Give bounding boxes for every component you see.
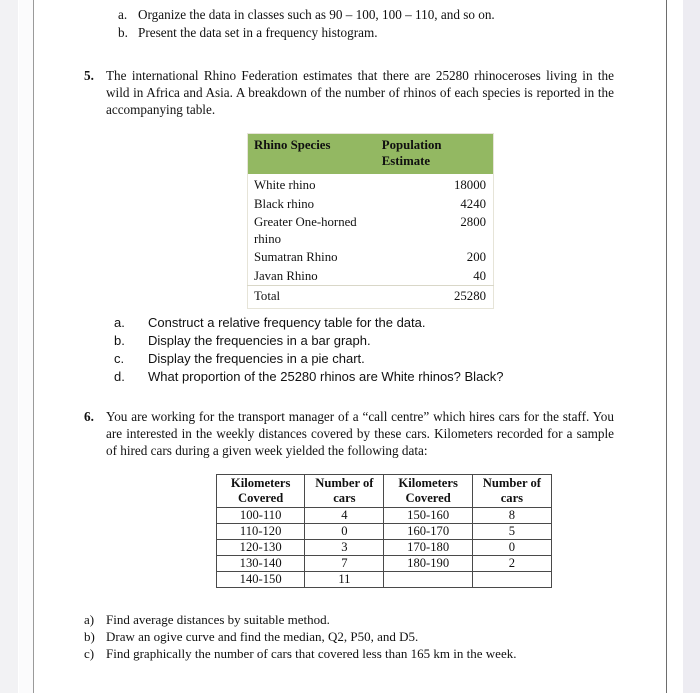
table-row [217,556,552,572]
cell-estimate: 18000 [454,178,486,192]
column-header-cars-right: Number of cars [472,475,551,508]
question-6 [84,408,614,460]
question-number: 5. [84,68,94,83]
column-header-km-left: Kilometers Covered [217,475,305,508]
list-marker: b) [84,629,95,644]
list-item-text: Draw an ogive curve and find the median, Q2, P50, and D5. [106,629,419,644]
page-edge-left-shadow [19,0,33,693]
q6-sub-item-a [84,611,614,628]
table-row [248,195,494,214]
cell-km-left: 100-110 [217,508,305,524]
cell-cars-left: 0 [305,524,384,540]
cell-km-right: 170-180 [384,540,472,556]
cell-km-left: 130-140 [217,556,305,572]
cell-estimate: 2800 [460,215,486,229]
list-marker: a. [118,7,128,22]
table-row [248,174,494,195]
page-gutter-right [683,0,700,693]
list-item-text: Display the frequencies in a bar graph. [148,333,371,348]
cell-cars-left: 11 [305,572,384,588]
q5-sub-item-d [114,368,594,385]
cell-km-left: 110-120 [217,524,305,540]
question-number: 6. [84,409,94,424]
question-text: You are working for the transport manager of a “call centre” which hires cars for the staff. You are interested in the weekly distances covered by these cars. Kilometers recorded for a sample of hired cars during a given week yielded the following data: [106,409,614,459]
cell-species: Javan Rhino [254,268,318,283]
list-marker: b. [114,333,125,348]
q6-sub-item-b [84,628,614,645]
table-row [217,508,552,524]
q5-sub-item-a [114,314,594,331]
cell-species: Black rhino [254,196,315,211]
table-header-row [248,134,494,175]
cell-km-right: 150-160 [384,508,472,524]
cell-km-right: 180-190 [384,556,472,572]
document-page [34,0,666,693]
cell-cars-left: 3 [305,540,384,556]
cell-species: Sumatran Rhino [254,250,338,264]
cell-cars-right [472,572,551,588]
column-header-population: Population Estimate [378,134,494,175]
list-item-text: Display the frequencies in a pie chart. [148,351,365,366]
list-item-text: What proportion of the 25280 rhinos are White rhinos? Black? [148,369,504,384]
cell-km-right [384,572,472,588]
cell-cars-right: 2 [472,556,551,572]
list-marker: c) [84,646,95,661]
page-gutter-left [0,0,18,693]
question-5 [84,67,614,119]
cell-total-estimate: 25280 [378,286,494,309]
list-item-text: Present the data set in a frequency histogram. [138,25,378,40]
column-header-cars-left: Number of cars [305,475,384,508]
cell-total-label: Total [248,286,378,309]
table-row [217,572,552,588]
table-row [248,267,494,286]
kilometers-covered-table [216,474,552,588]
table-row [217,524,552,540]
q5-sub-item-c [114,350,594,367]
page-edge-right-line [666,0,667,693]
cell-cars-left: 7 [305,556,384,572]
list-item-text: Find graphically the number of cars that covered less than 165 km in the week. [106,646,517,661]
list-item-top-b [118,24,618,41]
cell-cars-right: 8 [472,508,551,524]
cell-cars-right: 5 [472,524,551,540]
table-row-total [248,286,494,309]
cell-estimate: 4240 [460,196,486,211]
list-marker: c. [114,351,125,366]
cell-km-left: 140-150 [217,572,305,588]
list-marker: d. [114,369,125,384]
list-marker: a) [84,612,95,627]
question-text: The international Rhino Federation estimates that there are 25280 rhinoceroses living in the wild in Africa and Asia. A breakdown of the number of rhinos of each species is reported in the accompanying table. [106,68,614,118]
cell-km-right: 160-170 [384,524,472,540]
list-item-text: Organize the data in classes such as 90 – 100, 100 – 110, and so on. [138,7,495,22]
rhino-population-table [247,133,494,309]
cell-species: Greater One-horned rhino [254,215,357,246]
list-item-top-a [118,6,618,23]
list-item-text: Find average distances by suitable method. [106,612,330,627]
cell-km-left: 120-130 [217,540,305,556]
list-marker: a. [114,315,125,330]
cell-cars-left: 4 [305,508,384,524]
cell-estimate: 200 [466,250,486,264]
q6-sub-item-c [84,645,614,662]
column-header-species: Rhino Species [248,134,378,175]
cell-estimate: 40 [473,268,486,283]
table-header-row [217,475,552,508]
table-row [248,213,494,248]
table-row [217,540,552,556]
list-item-text: Construct a relative frequency table for the data. [148,315,426,330]
q5-sub-item-b [114,332,594,349]
table-row [248,248,494,267]
list-marker: b. [118,25,128,40]
cell-species: White rhino [254,178,316,192]
cell-cars-right: 0 [472,540,551,556]
column-header-km-right: Kilometers Covered [384,475,472,508]
